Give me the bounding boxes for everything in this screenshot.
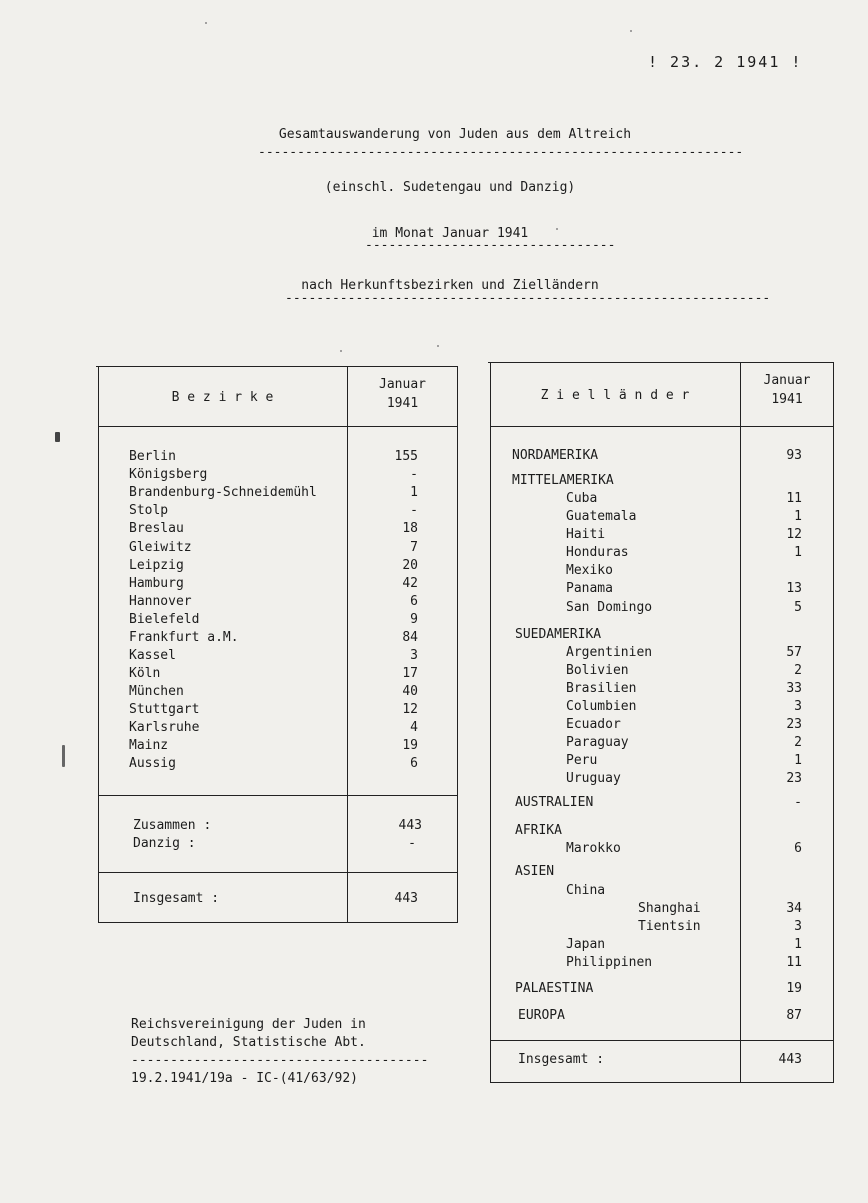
scan-speck (630, 30, 632, 32)
district-value: 7 (410, 540, 418, 555)
district-name: Stolp (129, 503, 169, 518)
destination-value: 34 (786, 901, 802, 916)
destination-value: 12 (786, 527, 802, 542)
title-underline: -------------------------------------------------------------- (258, 145, 744, 160)
district-name: Bielefeld (129, 612, 200, 627)
destination-name: Honduras (566, 545, 629, 560)
destination-value: 1 (794, 509, 802, 524)
year-column-header: 1941 (771, 392, 803, 407)
subtitle-scope: (einschl. Sudetengau und Danzig) (324, 180, 576, 195)
destination-name: NORDAMERIKA (512, 448, 599, 463)
destination-value: 2 (794, 663, 802, 678)
scan-speck (340, 350, 342, 352)
destination-name: Brasilien (566, 681, 637, 696)
district-value: - (410, 503, 418, 518)
district-name: Hamburg (129, 576, 184, 591)
total-label: Insgesamt : (518, 1052, 605, 1067)
district-name: Gleiwitz (129, 540, 192, 555)
reference-number: 19.2.1941/19a - IC-(41/63/92) (131, 1071, 358, 1086)
destination-value: 3 (794, 919, 802, 934)
district-name: Berlin (129, 449, 176, 464)
district-value: 9 (410, 612, 418, 627)
punch-hole-mark (55, 432, 60, 442)
district-name: Stuttgart (129, 702, 200, 717)
destination-value: 1 (794, 545, 802, 560)
district-name: Leipzig (129, 558, 184, 573)
district-name: Mainz (129, 738, 169, 753)
destination-name: Guatemala (566, 509, 637, 524)
destination-name: Ecuador (566, 717, 621, 732)
scan-speck (205, 22, 207, 24)
district-value: 6 (410, 594, 418, 609)
district-value: - (410, 467, 418, 482)
district-name: München (129, 684, 184, 699)
district-name: Brandenburg-Schneidemühl (129, 485, 317, 500)
month-underline: -------------------------------- (365, 238, 616, 253)
month-column-header: Januar (763, 373, 811, 388)
district-value: 155 (394, 449, 418, 464)
destination-name: PALAESTINA (515, 981, 594, 996)
total-label: Insgesamt : (133, 891, 220, 906)
destination-value: 23 (786, 717, 802, 732)
destination-name: Peru (566, 753, 598, 768)
destination-name: ASIEN (515, 864, 555, 879)
scan-speck (437, 345, 439, 347)
destination-value: 23 (786, 771, 802, 786)
destination-name: AFRIKA (515, 823, 562, 838)
district-value: 19 (402, 738, 418, 753)
destination-value: 2 (794, 735, 802, 750)
total-value: 443 (394, 891, 418, 906)
destination-value: 3 (794, 699, 802, 714)
destination-name: Cuba (566, 491, 598, 506)
district-value: 42 (402, 576, 418, 591)
destination-name: Japan (566, 937, 606, 952)
destination-name: Marokko (566, 841, 621, 856)
district-value: 84 (402, 630, 418, 645)
district-value: 1 (410, 485, 418, 500)
destination-name: SUEDAMERIKA (515, 627, 602, 642)
destination-value: 33 (786, 681, 802, 696)
page-title: Gesamtauswanderung von Juden aus dem Altreich (278, 127, 632, 142)
district-value: 6 (410, 756, 418, 771)
destination-name: AUSTRALIEN (515, 795, 594, 810)
district-value: 4 (410, 720, 418, 735)
destination-name: Panama (566, 581, 613, 596)
subtitle-breakdown: nach Herkunftsbezirken und Zielländern (301, 278, 599, 293)
organization-name: Reichsvereinigung der Juden in (131, 1017, 366, 1032)
destination-value: 13 (786, 581, 802, 596)
danzig-label: Danzig : (133, 836, 196, 851)
date-stamp: ! 23. 2 1941 ! (648, 53, 803, 71)
destination-value: 87 (786, 1008, 802, 1023)
destination-value: 6 (794, 841, 802, 856)
destination-name: Argentinien (566, 645, 653, 660)
destination-value: - (794, 795, 802, 810)
destination-name: Haiti (566, 527, 606, 542)
destination-value: 11 (786, 491, 802, 506)
month-column-header: Januar (379, 377, 426, 392)
subtitle-month: im Monat Januar 1941 (371, 226, 529, 241)
district-value: 17 (402, 666, 418, 681)
destination-value: 57 (786, 645, 802, 660)
destinations-column-header: Z i e l l ä n d e r (540, 388, 690, 403)
districts-column-header: B e z i r k e (171, 390, 274, 405)
destination-name: Mexiko (566, 563, 613, 578)
destination-name: MITTELAMERIKA (512, 473, 614, 488)
district-value: 18 (402, 521, 418, 536)
subtotal-label: Zusammen : (133, 818, 212, 833)
district-name: Aussig (129, 756, 176, 771)
punch-hole-mark (62, 745, 65, 767)
district-name: Königsberg (129, 467, 208, 482)
destination-value: 93 (786, 448, 802, 463)
district-name: Kassel (129, 648, 176, 663)
destination-value: 19 (786, 981, 802, 996)
district-value: 40 (402, 684, 418, 699)
district-name: Hannover (129, 594, 192, 609)
breakdown-underline: -------------------------------------------------------------- (285, 291, 771, 306)
destination-value: 1 (794, 753, 802, 768)
destination-name: Columbien (566, 699, 637, 714)
destination-value: 5 (794, 600, 802, 615)
danzig-value: - (408, 836, 416, 851)
organization-department: Deutschland, Statistische Abt. (131, 1035, 366, 1050)
destination-name: Shanghai (638, 901, 701, 916)
district-name: Frankfurt a.M. (129, 630, 239, 645)
destination-value: 11 (786, 955, 802, 970)
year-column-header: 1941 (386, 396, 419, 411)
district-name: Breslau (129, 521, 184, 536)
total-value: 443 (778, 1052, 802, 1067)
district-value: 3 (410, 648, 418, 663)
destination-name: Philippinen (566, 955, 653, 970)
destination-value: 1 (794, 937, 802, 952)
destination-name: China (566, 883, 606, 898)
destination-name: Uruguay (566, 771, 621, 786)
destination-name: Tientsin (638, 919, 701, 934)
footer-separator: -------------------------------------- (131, 1053, 429, 1068)
destination-name: Bolivien (566, 663, 629, 678)
district-value: 12 (402, 702, 418, 717)
destination-name: Paraguay (566, 735, 629, 750)
destination-name: San Domingo (566, 600, 653, 615)
subtotal-value: 443 (398, 818, 422, 833)
district-name: Köln (129, 666, 161, 681)
district-value: 20 (402, 558, 418, 573)
district-name: Karlsruhe (129, 720, 200, 735)
destination-name: EUROPA (518, 1008, 565, 1023)
